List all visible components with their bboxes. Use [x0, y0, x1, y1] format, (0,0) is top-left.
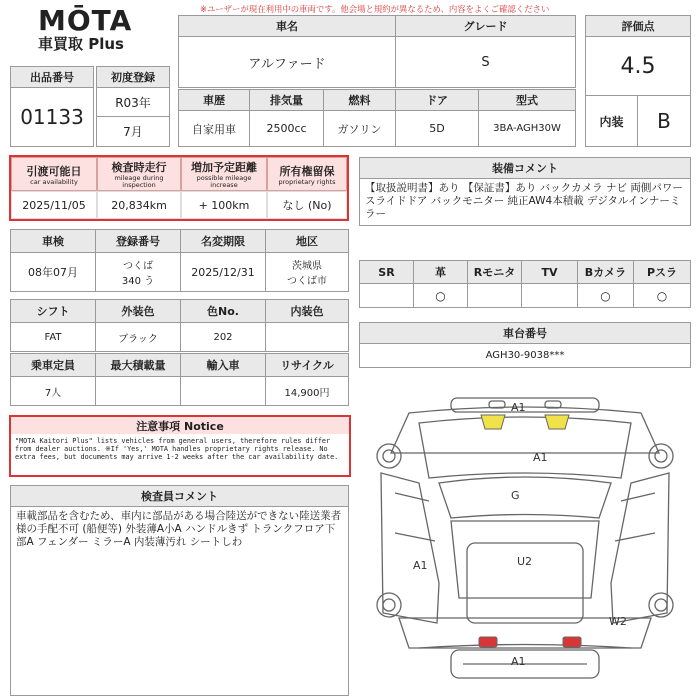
first-reg-header: 初度登録: [96, 66, 170, 88]
inspection-value: 08年07月: [10, 252, 96, 292]
model-value: 3BA-AGH30W: [478, 110, 576, 147]
option-pslide-mark: ○: [633, 283, 691, 308]
name-change-value: 2025/12/31: [180, 252, 266, 292]
right-side-outline: [611, 473, 669, 623]
mileage-increase-label: 増加予定距離: [191, 161, 257, 174]
chassis-value: AGH30-9038***: [359, 343, 691, 368]
first-reg-year: R03年: [96, 87, 170, 117]
option-sr-label: SR: [359, 260, 414, 284]
plate-line2: 340 う: [121, 276, 155, 287]
plate-value: [95, 252, 181, 292]
equipment-header: 装備コメント: [359, 157, 691, 179]
mileage-increase-label-en: possible mileage increase: [196, 174, 252, 189]
displacement-value: 2500cc: [249, 110, 324, 147]
seats-value: 7人: [10, 376, 96, 406]
shift-header: シフト: [10, 299, 96, 323]
roof-outline: [439, 477, 611, 518]
plate-header: 登録番号: [95, 229, 181, 253]
first-reg-month: 7月: [96, 116, 170, 147]
region-line1: 茨城県: [292, 261, 322, 272]
front-left-damage-mark: [481, 415, 505, 429]
mileage-label-en: mileage during inspection: [114, 174, 164, 189]
color-header: 外装色: [95, 299, 181, 323]
int-color-value: [265, 322, 349, 352]
front-right-damage-mark: [545, 415, 569, 429]
label-front-bumper: A1: [511, 401, 526, 414]
mileage-increase-value: + 100km: [181, 191, 267, 219]
car-name-value: アルファード: [178, 36, 396, 88]
region-header: 地区: [265, 229, 349, 253]
history-value: 自家用車: [178, 110, 250, 147]
car-damage-diagram: [359, 393, 691, 698]
fuel-value: ガソリン: [323, 110, 396, 147]
equipment-comment: 【取扱説明書】あり 【保証書】あり バックカメラ ナビ 両側パワースライドドア バックモニター 純正AW4本積載 デジタルインナーミラー: [359, 178, 691, 226]
notice-text: "MOTA Kaitori Plus" lists vehicles from general users, therefore rules differ from dealer auctions. ※If 'Yes,' MOTA handles proprietary rights release. No extra fees, but documents may arrive 1-2 weeks after the car availability date.: [15, 437, 339, 462]
option-pslide-label: Pスラ: [633, 260, 691, 284]
doors-header: ドア: [395, 89, 479, 111]
label-roof: G: [511, 489, 520, 502]
fuel-header: 燃料: [323, 89, 396, 111]
option-leather-label: 革: [413, 260, 468, 284]
option-rmonitor-label: Rモニタ: [467, 260, 522, 284]
option-tv-mark: [521, 283, 578, 308]
color-no-header: 色No.: [180, 299, 266, 323]
option-bcamera-label: Bカメラ: [577, 260, 634, 284]
interior-value: B: [637, 95, 691, 147]
plate-line1: つくば: [123, 261, 153, 272]
region-value: [265, 252, 349, 292]
logo-wordmark: MŌTA: [38, 4, 133, 37]
displacement-header: 排気量: [249, 89, 324, 111]
label-rear-bumper: A1: [511, 655, 526, 668]
option-rmonitor-mark: [467, 283, 522, 308]
grade-header: グレード: [395, 15, 576, 37]
left-side-outline: [381, 473, 439, 623]
chassis-header: 車台番号: [359, 322, 691, 344]
import-header: 輸入車: [180, 353, 266, 377]
color-value: ブラック: [95, 322, 181, 352]
shift-value: FAT: [10, 322, 96, 352]
history-header: 車歴: [178, 89, 250, 111]
inspection-header: 車検: [10, 229, 96, 253]
proprietary-label-en: proprietary rights: [278, 177, 336, 186]
grade-value: S: [395, 36, 576, 88]
proprietary-header: [267, 157, 347, 191]
lot-header: 出品番号: [10, 66, 94, 88]
logo-subtitle: 車買取 Plus: [38, 35, 124, 53]
mileage-header: [97, 157, 181, 191]
rear-right-damage-mark: [563, 637, 581, 647]
option-sr-mark: [359, 283, 414, 308]
mileage-value: 20,834km: [97, 191, 181, 219]
mileage-label: 検査時走行: [111, 161, 167, 174]
recycle-value: 14,900円: [265, 376, 349, 406]
color-no-value: 202: [180, 322, 266, 352]
car-name-header: 車名: [178, 15, 396, 37]
availability-date-header: [11, 157, 97, 191]
rear-left-damage-mark: [479, 637, 497, 647]
label-left-side: A1: [413, 559, 428, 572]
doors-value: 5D: [395, 110, 479, 147]
option-leather-mark: ○: [413, 283, 468, 308]
availability-date-value: 2025/11/05: [11, 191, 97, 219]
availability-date-label-en: car availability: [30, 177, 78, 186]
int-color-header: 内装色: [265, 299, 349, 323]
recycle-header: リサイクル: [265, 353, 349, 377]
notice-box: [9, 415, 351, 477]
label-floor: U2: [517, 555, 533, 568]
option-bcamera-mark: ○: [577, 283, 634, 308]
region-line2: つくば市: [287, 276, 327, 287]
top-note: ※ユーザーが現在利用中の車両です。他会場と規約が異なるため、内容をよくご確認ください: [200, 4, 550, 14]
option-tv-label: TV: [521, 260, 578, 284]
score-value: 4.5: [585, 36, 691, 96]
inspector-comment: 車載部品を含むため、車内に部品がある場合陸送ができない陸送業者様の手配不可 (船便等) 外装薄A小A ハンドルきず トランクフロア下部A フェンダー ミラーA 内装薄汚れ シートしわ: [10, 506, 349, 696]
import-value: [180, 376, 266, 406]
lot-value: 01133: [10, 87, 94, 147]
label-right-rear: W2: [609, 615, 627, 628]
proprietary-value: なし (No): [267, 191, 347, 219]
interior-label: 内装: [585, 95, 638, 147]
hood-outline: [419, 417, 631, 478]
model-header: 型式: [478, 89, 576, 111]
availability-box: [9, 155, 349, 221]
notice-header: 注意事項 Notice: [11, 417, 349, 434]
inspector-header: 検査員コメント: [10, 485, 349, 507]
name-change-header: 名変期限: [180, 229, 266, 253]
label-hood: A1: [533, 451, 548, 464]
mileage-increase-header: [181, 157, 267, 191]
availability-date-label: 引渡可能日: [26, 164, 82, 178]
seats-header: 乗車定員: [10, 353, 96, 377]
max-load-header: 最大積載量: [95, 353, 181, 377]
proprietary-label: 所有権留保: [279, 164, 335, 178]
max-load-value: [95, 376, 181, 406]
score-header: 評価点: [585, 15, 691, 37]
mota-logo: [38, 6, 138, 53]
